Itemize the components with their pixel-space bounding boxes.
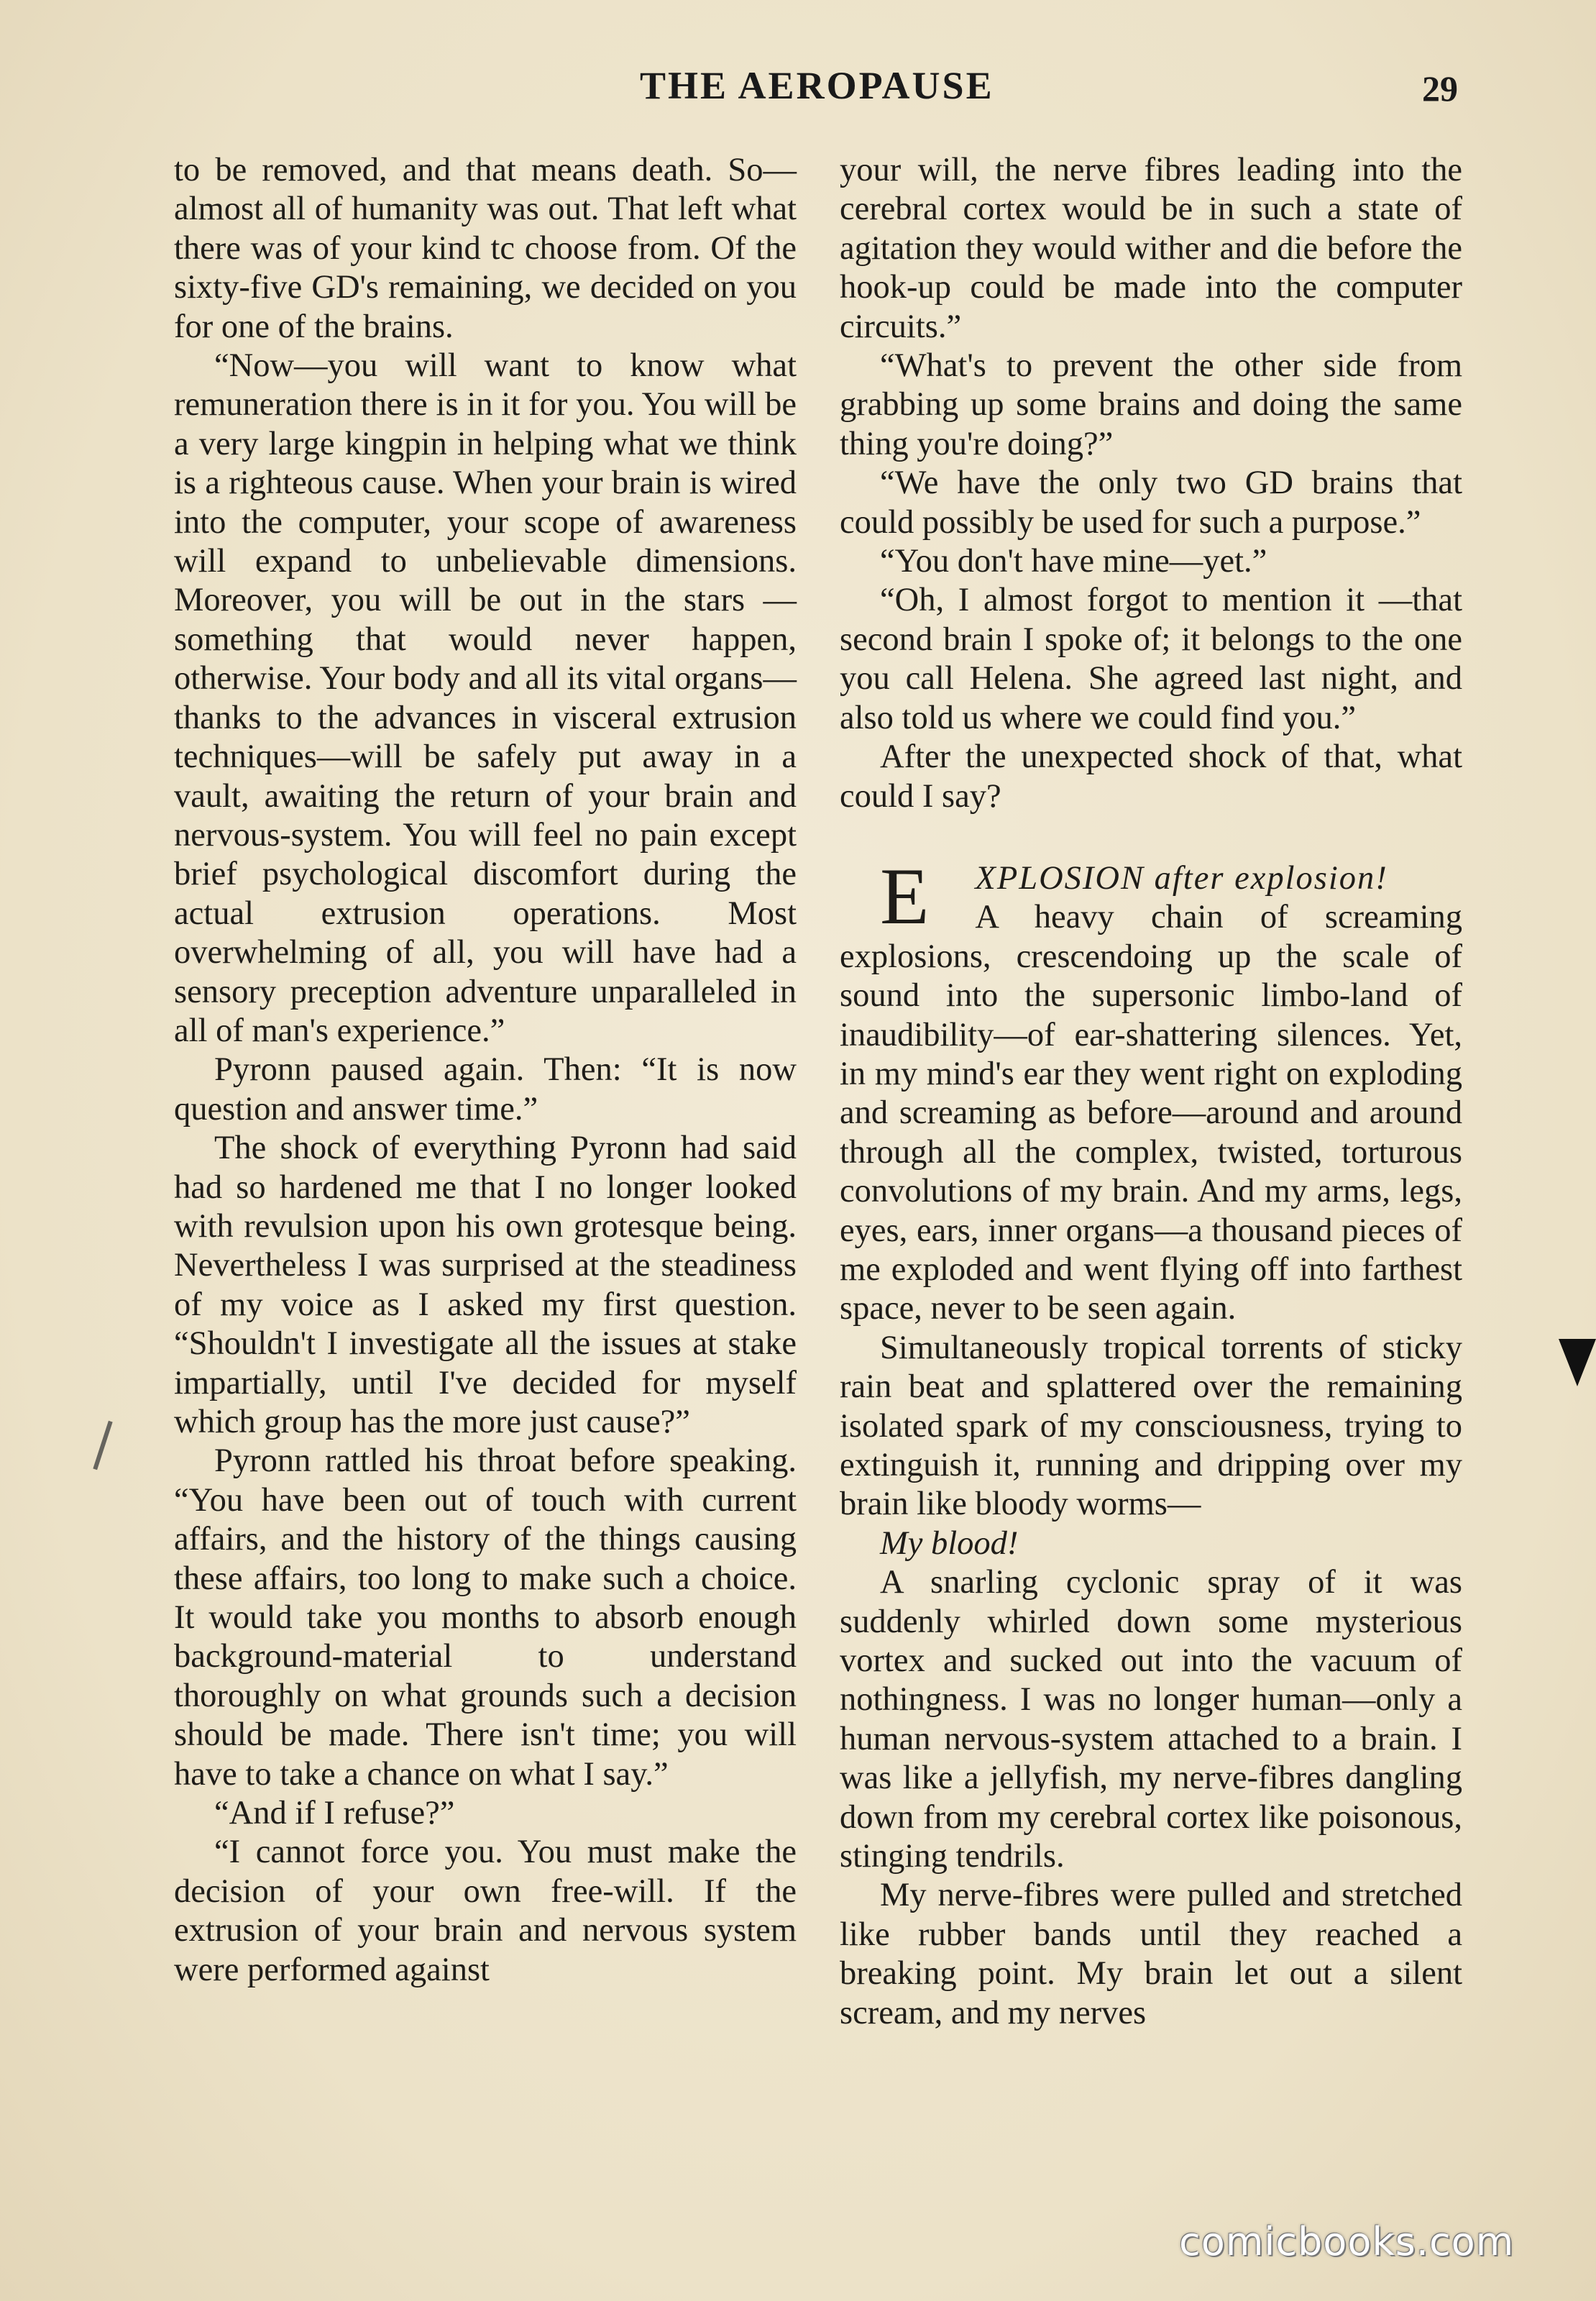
pencil-mark <box>93 1421 112 1470</box>
page-header <box>0 63 1596 114</box>
paragraph: “Oh, I almost forgot to mention it —that second brain I spoke of; it belongs to the one you call Helena. She agreed last night, and also told us where we could find you.” <box>840 582 1462 736</box>
paragraph: A snarling cyclonic spray of it was suddenly whirled down some mysterious vortex and sucked out into the vacuum of nothingness. I was no longer human—only a human nervous-system attached to a brain. I was like a jellyfish, my nerve-fibres dangling down from my cerebral cortex like poisonous, stinging tendrils. <box>840 1564 1462 1875</box>
paragraph: Pyronn rattled his throat before speaking. “You have been out of touch with current affairs, and the history of the things causing these affairs, too long to make such a choice. It would take you months to absorb enough background-material to understand thoroughly on what grounds such a decision should be made. There isn't time; you will have to take a chance on what I say.” <box>174 1442 797 1793</box>
right-column <box>840 151 1462 2033</box>
paragraph: “I cannot force you. You must make the decision of your own free-will. If the extrusion of your brain and nervous system were performed against <box>174 1834 797 1988</box>
watermark: comicbooks.com <box>1179 2219 1515 2264</box>
paragraph: A heavy chain of screaming explosions, crescendoing up the scale of sound into the supersonic limbo-land of inaudibility—of ear-shattering silences. Yet, in my mind's ear they went right on exploding and screaming as before—around and around through all the complex, twisted, torturous convolutions of my brain. And my arms, legs, eyes, ears, inner organs—a thousand pieces of me exploded and went flying off into farthest space, never to be seen again. <box>840 899 1462 1327</box>
running-title: THE AEROPAUSE <box>640 64 994 107</box>
paragraph: My nerve-fibres were pulled and stretched like rubber bands until they reached a breaking point. My brain let out a silent scream, and my nerves <box>840 1877 1462 2031</box>
paragraph: After the unexpected shock of that, what could I say? <box>840 738 1462 815</box>
page-edge-tear <box>1559 1339 1596 1386</box>
paragraph: My blood! <box>880 1524 1019 1562</box>
paragraph: to be removed, and that means death. So—almost all of humanity was out. That left what there was of your kind tc choose from. Of the sixty-five GD's remaining, we decided on you for one of the brains. <box>174 152 797 345</box>
paragraph: “We have the only two GD brains that could possibly be used for such a purpose.” <box>840 465 1462 541</box>
drop-cap: E <box>880 851 930 941</box>
paragraph: Simultaneously tropical torrents of sticky rain beat and splattered over the remaining isolated spark of my consciousness, trying to extinguish it, running and dripping over my brain like bloody worms— <box>840 1329 1462 1523</box>
paragraph: “You don't have mine—yet.” <box>880 543 1267 580</box>
paragraph: “What's to prevent the other side from grabbing up some brains and doing the same thing you're doing?” <box>840 347 1462 462</box>
page-number: 29 <box>1422 68 1458 109</box>
section-break <box>840 816 1462 859</box>
paragraph: “Now—you will want to know what remuneration there is in it for you. You will be a very large kingpin in helping what we think is a righteous cause. When your brain is wired into the computer, your scope of awareness will expand to unbelievable dimensions. Moreover, you will be out in the stars —something that would never happen, otherwise. Your body and all its vital organs—thanks to the advances in visceral extrusion techniques—will be safely put away in a vault, awaiting the return of your brain and nervous-system. You will feel no pain except brief psychological discomfort during the actual extrusion operations. Most overwhelming of all, you will have had a sensory preception adventure unparalleled in all of man's experience.” <box>174 347 797 1049</box>
section-lead: XPLOSION after explosion! <box>975 859 1388 897</box>
left-column <box>174 151 797 1990</box>
paragraph: Pyronn paused again. Then: “It is now question and answer time.” <box>174 1051 797 1127</box>
paragraph: The shock of everything Pyronn had said had so hardened me that I no longer looked with revulsion upon his own grotesque being. Nevertheless I was surprised at the steadiness of my voice as I asked my first question. “Shouldn't I investigate all the issues at stake impartially, until I've decided for myself which group has the more just cause?” <box>174 1130 797 1440</box>
paragraph: your will, the nerve fibres leading into the cerebral cortex would be in such a state of agitation they would wither and die before the hook-up could be made into the computer circuits.” <box>840 152 1462 345</box>
section-opening <box>840 851 1462 941</box>
paragraph: “And if I refuse?” <box>214 1795 455 1832</box>
